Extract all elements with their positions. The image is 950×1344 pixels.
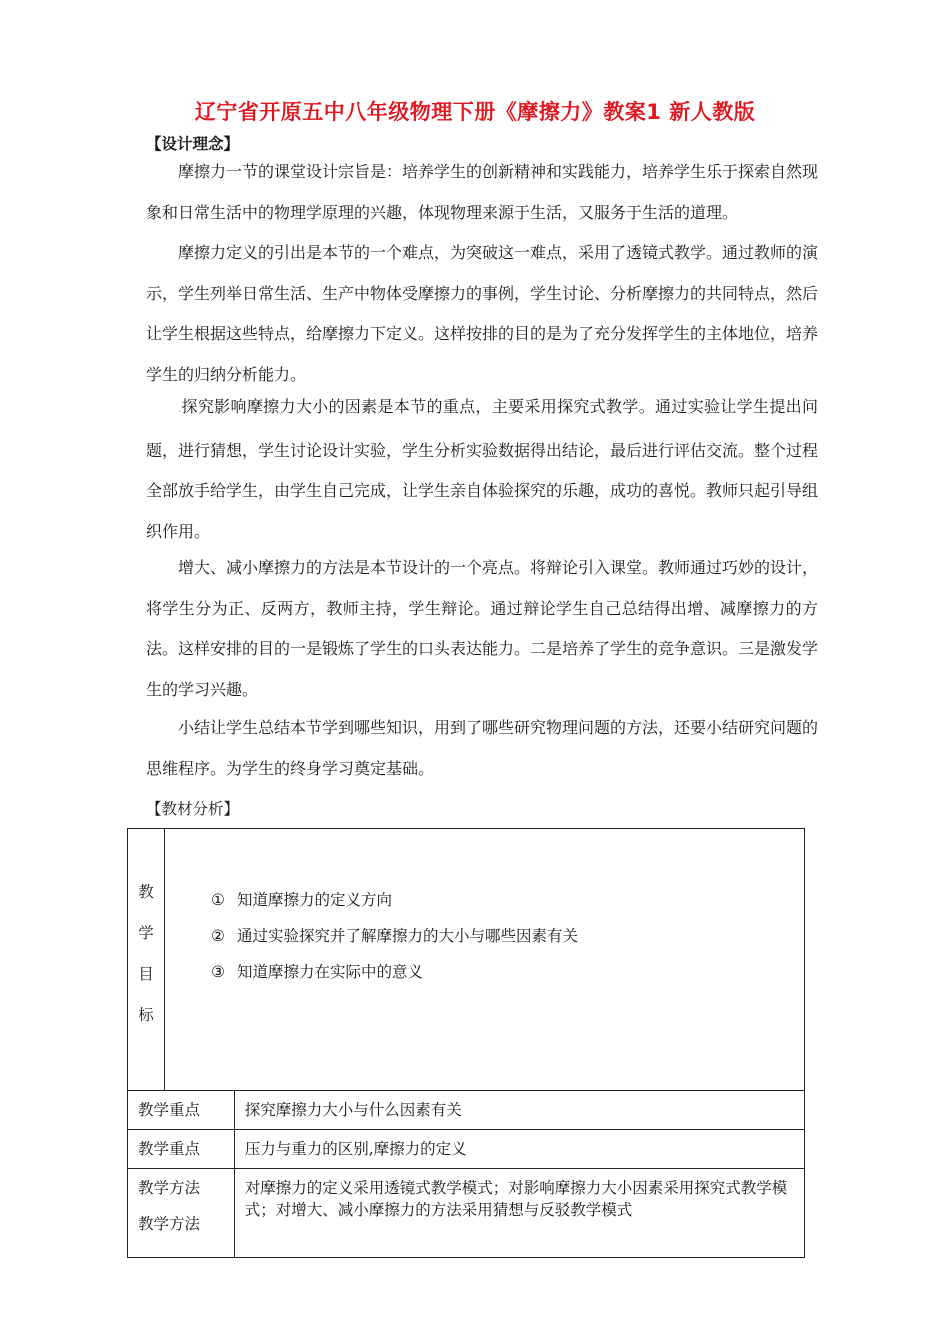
paragraph-text: 探究影响摩擦力大小的因素是本节的重点，主要采用探究式教学。通过实验让学生提出问题，进行猜想，学生讨论设计实验，学生分析实验数据得出结论，最后进行评估交流。整个过程全部放手给学生，由学生自己完成，让学生亲自体验探究的乐趣，成功的喜悦。教师只起引导组织作用。	[146, 397, 819, 541]
goal-text: 通过实验探究并了解摩擦力的大小与哪些因素有关	[237, 927, 579, 945]
goals-label-cell	[128, 829, 165, 1091]
goal-number: ②	[211, 927, 225, 945]
goals-label-char: 标	[138, 1006, 154, 1024]
goal-item	[211, 889, 804, 925]
table-row	[128, 1091, 805, 1130]
document-title: 辽宁省开原五中八年级物理下册《摩擦力》教案1 新人教版	[194, 100, 756, 124]
paragraph: 摩擦力一节的课堂设计宗旨是：培养学生的创新精神和实践能力，培养学生乐于探索自然现象和日常生活中的物理学原理的兴趣，体现物理来源于生活，又服务于生活的道理。	[146, 162, 819, 222]
method-label: 教学方法	[138, 1179, 201, 1197]
section-heading-textbook-analysis: 【教材分析】	[146, 800, 240, 818]
goal-text: 知道摩擦力在实际中的意义	[237, 963, 424, 981]
goal-item	[211, 961, 804, 997]
section-heading-design-concept: 【设计理念】	[146, 135, 240, 153]
goal-item	[211, 925, 804, 961]
method-label: 教学方法	[138, 1215, 201, 1233]
table-row	[128, 1169, 805, 1258]
goals-label-char: 目	[138, 965, 154, 983]
paragraph: 摩擦力定义的引出是本节的一个难点，为突破这一难点，采用了透镜式教学。通过教师的演示，学生列举日常生活、生产中物体受摩擦力的事例，学生讨论、分析摩擦力的共同特点，然后让学生根据这些特点，给摩擦力下定义。这样按排的目的是为了充分发挥学生的主体地位，培养学生的归纳分析能力。	[146, 243, 819, 384]
row-value: 探究摩擦力大小与什么因素有关	[234, 1091, 804, 1130]
row-label: 教学重点	[128, 1091, 235, 1130]
goal-number: ①	[211, 891, 225, 909]
goals-label-char: 教	[138, 883, 154, 901]
goal-number: ③	[211, 963, 225, 981]
paragraph: 小结让学生总结本节学到哪些知识，用到了哪些研究物理问题的方法，还要小结研究问题的思维程序。为学生的终身学习奠定基础。	[146, 718, 819, 778]
goal-text: 知道摩擦力的定义方向	[237, 891, 393, 909]
yellow-mark: .	[178, 404, 182, 415]
row-value: 对摩擦力的定义采用透镜式教学模式；对影响摩擦力大小因素采用探究式教学模式；对增大、减小摩擦力的方法采用猜想与反驳教学模式	[234, 1169, 804, 1258]
row-label: 教学重点	[128, 1130, 235, 1169]
paragraph: 增大、减小摩擦力的方法是本节设计的一个亮点。将辩论引入课堂。教师通过巧妙的设计，将学生分为正、反两方，教师主持，学生辩论。通过辩论学生自己总结得出增、减摩擦力的方法。这样安排的目的一是锻炼了学生的口头表达能力。二是培养了学生的竞争意识。三是激发学生的学习兴趣。	[146, 558, 819, 699]
paragraph	[146, 387, 818, 552]
goals-cell	[165, 829, 805, 1091]
table-row	[128, 1130, 805, 1169]
analysis-table	[127, 828, 805, 1258]
goals-row	[128, 829, 805, 1091]
row-label	[128, 1169, 235, 1258]
row-value: 压力与重力的区别,摩擦力的定义	[234, 1130, 804, 1169]
goals-label-char: 学	[138, 924, 154, 942]
